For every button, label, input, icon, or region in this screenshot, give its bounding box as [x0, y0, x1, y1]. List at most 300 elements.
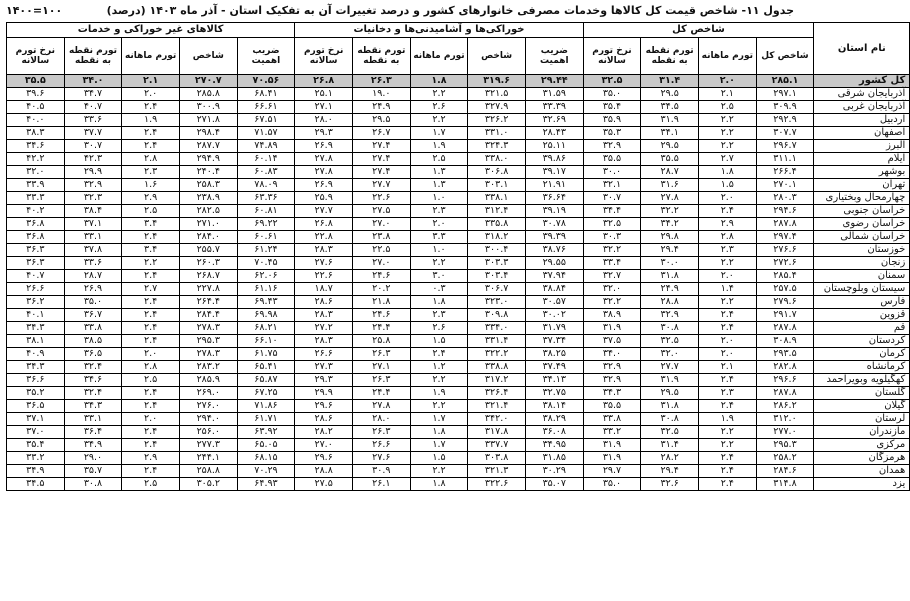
value-cell: ۶۱.۲۴	[237, 244, 295, 257]
table-row	[7, 179, 910, 192]
value-cell: ۲۷.۸	[295, 153, 353, 166]
value-cell: ۳۶.۵	[7, 400, 65, 413]
value-cell: ۳۱.۹	[583, 322, 641, 335]
group-header-row	[7, 23, 910, 38]
value-cell: ۱.۷	[410, 413, 468, 426]
value-cell: ۳۲.۴	[64, 361, 122, 374]
value-cell: ۳۵.۵	[583, 400, 641, 413]
value-cell: ۶۸.۲۱	[237, 322, 295, 335]
col-header-food-monthly: تورم ماهانه	[410, 38, 468, 75]
value-cell: ۴۲.۳	[64, 153, 122, 166]
value-cell: ۳۲.۵	[641, 335, 699, 348]
value-cell: ۳۲۷.۹	[468, 101, 526, 114]
table-row	[7, 322, 910, 335]
value-cell: ۳۲.۰	[583, 283, 641, 296]
value-cell: ۳۱۸.۲	[468, 231, 526, 244]
value-cell: ۲۷۷.۳	[179, 439, 237, 452]
value-cell: ۲۵۶.۰	[179, 426, 237, 439]
value-cell: ۲.۵	[122, 205, 180, 218]
value-cell: ۲۸۲.۵	[179, 205, 237, 218]
province-name-cell: یزد	[814, 478, 910, 491]
value-cell: ۳۰۹.۹	[756, 101, 814, 114]
value-cell: ۳۸.۲۹	[525, 413, 583, 426]
value-cell: ۲۷.۷	[353, 179, 411, 192]
province-name-cell: خوزستان	[814, 244, 910, 257]
value-cell: ۲۸۷.۸	[756, 387, 814, 400]
value-cell: ۲۷.۴	[353, 153, 411, 166]
value-cell: ۲.۲	[698, 439, 756, 452]
value-cell: ۲۹۴.۶	[756, 205, 814, 218]
value-cell: ۲.۹	[698, 218, 756, 231]
value-cell: ۳۰۰.۴	[468, 244, 526, 257]
col-header-nonfood-monthly: تورم ماهانه	[122, 38, 180, 75]
value-cell: ۳۲.۵	[583, 75, 641, 88]
value-cell: ۳۹.۱۹	[525, 205, 583, 218]
value-cell: ۳۰۵.۲	[179, 478, 237, 491]
value-cell: ۲۶۸.۷	[179, 270, 237, 283]
value-cell: ۳۱.۹	[583, 439, 641, 452]
value-cell: ۳۲.۹	[583, 361, 641, 374]
province-name-cell: خراسان شمالی	[814, 231, 910, 244]
value-cell: ۳۸.۵	[64, 335, 122, 348]
province-name-cell: اردبیل	[814, 114, 910, 127]
value-cell: ۲.۴	[410, 348, 468, 361]
table-row	[7, 426, 910, 439]
value-cell: ۳۸.۹	[583, 309, 641, 322]
value-cell: ۶۸.۱۵	[237, 452, 295, 465]
value-cell: ۳.۰	[410, 270, 468, 283]
value-cell: ۳۴.۹	[64, 439, 122, 452]
value-cell: ۳۴.۳	[7, 322, 65, 335]
value-cell: ۶۱.۱۶	[237, 283, 295, 296]
value-cell: ۲.۰	[698, 348, 756, 361]
value-cell: ۲۹.۶	[295, 400, 353, 413]
value-cell: ۳۸.۱۴	[525, 400, 583, 413]
value-cell: ۲.۴	[122, 231, 180, 244]
value-cell: ۱.۸	[410, 296, 468, 309]
value-cell: ۲.۴	[698, 374, 756, 387]
value-cell: ۲.۳	[410, 309, 468, 322]
value-cell: ۳۰۸.۹	[756, 335, 814, 348]
value-cell: ۲۷.۴	[353, 140, 411, 153]
value-cell: ۱۹.۰	[353, 88, 411, 101]
value-cell: ۳۴.۳	[64, 400, 122, 413]
value-cell: ۲۴.۶	[353, 309, 411, 322]
table-row	[7, 166, 910, 179]
value-cell: ۳۱.۶	[641, 179, 699, 192]
value-cell: ۱۸.۷	[295, 283, 353, 296]
value-cell: ۳۳.۳۹	[525, 101, 583, 114]
value-cell: ۲۰.۲	[353, 283, 411, 296]
value-cell: ۲۵۷.۵	[756, 283, 814, 296]
value-cell: ۷۰.۲۹	[237, 465, 295, 478]
value-cell: ۲.۸	[122, 361, 180, 374]
value-cell: ۳۱.۹	[583, 452, 641, 465]
value-cell: ۲.۲	[122, 257, 180, 270]
value-cell: ۳۵.۴	[7, 439, 65, 452]
value-cell: ۶۸.۴۱	[237, 88, 295, 101]
value-cell: ۲.۲	[698, 296, 756, 309]
value-cell: ۴۰.۷	[7, 270, 65, 283]
value-cell: ۲۶.۷	[353, 127, 411, 140]
value-cell: ۳۵.۵	[7, 75, 65, 88]
value-cell: ۳۰۶.۷	[468, 283, 526, 296]
value-cell: ۳۴.۵	[641, 101, 699, 114]
table-row	[7, 101, 910, 114]
value-cell: ۲۷.۰	[295, 439, 353, 452]
value-cell: ۲.۴	[698, 322, 756, 335]
province-column-header: نام استان	[814, 23, 910, 75]
table-row	[7, 244, 910, 257]
value-cell: ۲.۳	[698, 387, 756, 400]
province-name-cell: کل کشور	[814, 75, 910, 88]
value-cell: ۲۷.۰	[353, 218, 411, 231]
value-cell: ۲۷۷.۰	[756, 426, 814, 439]
value-cell: ۲۲.۶	[353, 192, 411, 205]
value-cell: ۲۷۶.۶	[756, 244, 814, 257]
value-cell: ۲۹۷.۱	[756, 88, 814, 101]
value-cell: ۶۲.۰۶	[237, 270, 295, 283]
value-cell: ۲۴.۹	[353, 101, 411, 114]
value-cell: ۲۷.۵	[295, 478, 353, 491]
value-cell: ۱.۵	[410, 452, 468, 465]
value-cell: ۲۹۴.۹	[179, 153, 237, 166]
value-cell: ۳۳.۱	[64, 413, 122, 426]
value-cell: ۲۹.۵	[641, 140, 699, 153]
table-row	[7, 400, 910, 413]
table-row	[7, 270, 910, 283]
value-cell: ۳۴.۹	[7, 465, 65, 478]
table-row	[7, 218, 910, 231]
value-cell: ۱.۰	[410, 244, 468, 257]
value-cell: ۲۹۸.۴	[179, 127, 237, 140]
value-cell: ۲۷.۱	[295, 101, 353, 114]
value-cell: ۳۷.۳۴	[525, 335, 583, 348]
value-cell: ۳۵.۵	[641, 153, 699, 166]
value-cell: ۲۹۵.۳	[179, 335, 237, 348]
table-row	[7, 296, 910, 309]
value-cell: ۲.۰	[698, 270, 756, 283]
value-cell: ۲۶.۳	[353, 374, 411, 387]
value-cell: ۲۷.۶	[295, 257, 353, 270]
value-cell: ۴۰.۹	[7, 348, 65, 361]
table-row	[7, 452, 910, 465]
value-cell: ۶۵.۸۷	[237, 374, 295, 387]
value-cell: ۱.۹	[122, 114, 180, 127]
value-cell: ۶۷.۵۱	[237, 114, 295, 127]
value-cell: ۲۷۹.۶	[756, 296, 814, 309]
value-cell: ۳۵.۰	[64, 296, 122, 309]
value-cell: ۳۰۳.۱	[468, 179, 526, 192]
value-cell: ۳۴.۳	[7, 361, 65, 374]
value-cell: ۱.۷	[410, 439, 468, 452]
value-cell: ۱.۹	[698, 413, 756, 426]
value-cell: ۳۳.۲	[583, 426, 641, 439]
value-cell: ۲۵۸.۲	[756, 452, 814, 465]
value-cell: ۳۳.۴	[583, 257, 641, 270]
province-name-cell: کهگیلویه وبویراحمد	[814, 374, 910, 387]
value-cell: ۲۹۷.۴	[756, 231, 814, 244]
value-cell: ۲۲.۵	[353, 244, 411, 257]
value-cell: ۲۸.۰	[295, 114, 353, 127]
value-cell: ۳۳.۶	[64, 114, 122, 127]
province-name-cell: قم	[814, 322, 910, 335]
value-cell: ۲۷۲.۶	[756, 257, 814, 270]
value-cell: ۳۴.۹۵	[525, 439, 583, 452]
value-cell: ۳۴.۱۳	[525, 374, 583, 387]
value-cell: ۳۲.۲	[641, 205, 699, 218]
value-cell: ۲.۷	[122, 283, 180, 296]
value-cell: ۳۱.۸	[641, 270, 699, 283]
value-cell: ۳۲.۷	[583, 270, 641, 283]
value-cell: ۳۵.۰	[583, 88, 641, 101]
table-row	[7, 335, 910, 348]
value-cell: ۲۶.۸	[295, 218, 353, 231]
value-cell: ۳۰۷.۷	[756, 127, 814, 140]
value-cell: ۲۷.۸	[353, 400, 411, 413]
value-cell: ۳۲.۶	[641, 478, 699, 491]
value-cell: ۳۵.۰	[583, 478, 641, 491]
value-cell: ۳۰.۸	[64, 478, 122, 491]
value-cell: ۳۰.۷۸	[525, 218, 583, 231]
value-cell: ۲۸۵.۱	[756, 75, 814, 88]
value-cell: ۳۲.۵	[583, 218, 641, 231]
value-cell: ۳۸.۱	[7, 335, 65, 348]
value-cell: ۲.۲	[698, 127, 756, 140]
value-cell: ۴۰.۱	[7, 309, 65, 322]
value-cell: ۳۲.۷۵	[525, 387, 583, 400]
value-cell: ۳۴.۰	[583, 348, 641, 361]
value-cell: ۳۳.۶	[64, 257, 122, 270]
value-cell: ۳۳۷.۷	[468, 439, 526, 452]
value-cell: ۲۸.۶	[295, 296, 353, 309]
col-header-food-weight: ضریب اهمیت	[525, 38, 583, 75]
value-cell: ۱.۶	[122, 179, 180, 192]
value-cell: ۳۲.۱	[583, 179, 641, 192]
value-cell: ۳۲۳.۰	[468, 296, 526, 309]
value-cell: ۳۲۲.۶	[468, 478, 526, 491]
value-cell: ۲۹.۵	[353, 114, 411, 127]
value-cell: ۳۶.۳	[7, 244, 65, 257]
value-cell: ۳۳.۸	[583, 413, 641, 426]
value-cell: ۳۱۱.۱	[756, 153, 814, 166]
value-cell: ۴۰.۷	[64, 101, 122, 114]
value-cell: ۳۳۸.۱	[468, 192, 526, 205]
column-header-row	[7, 38, 910, 75]
province-name-cell: فارس	[814, 296, 910, 309]
value-cell: ۲.۴	[698, 309, 756, 322]
value-cell: ۲۹۳.۵	[756, 348, 814, 361]
table-row	[7, 309, 910, 322]
table-row	[7, 374, 910, 387]
value-cell: ۳۲.۹	[583, 374, 641, 387]
col-header-total-p2p: تورم نقطه به نقطه	[641, 38, 699, 75]
value-cell: ۳۲۶.۲	[468, 114, 526, 127]
table-row	[7, 114, 910, 127]
value-cell: ۲۶۴.۴	[179, 296, 237, 309]
province-name-cell: هرمزگان	[814, 452, 910, 465]
value-cell: ۲۸۵.۸	[179, 88, 237, 101]
value-cell: ۲۸.۳	[295, 244, 353, 257]
value-cell: ۳۲.۳	[64, 192, 122, 205]
value-cell: ۲۵.۱	[295, 88, 353, 101]
value-cell: ۲.۲	[698, 140, 756, 153]
value-cell: ۳۶.۰۸	[525, 426, 583, 439]
province-name-cell: مازندران	[814, 426, 910, 439]
value-cell: ۲۹.۴۴	[525, 75, 583, 88]
table-row	[7, 153, 910, 166]
value-cell: ۳۷.۹۴	[525, 270, 583, 283]
value-cell: ۲۷۶.۰	[179, 400, 237, 413]
value-cell: ۳۵.۴	[583, 101, 641, 114]
value-cell: ۳۴.۴	[583, 205, 641, 218]
col-header-total-annual: نرخ تورم سالانه	[583, 38, 641, 75]
value-cell: ۳۵.۳	[583, 127, 641, 140]
value-cell: ۲۸.۳	[295, 335, 353, 348]
province-name-cell: گلستان	[814, 387, 910, 400]
value-cell: ۳۱.۸۵	[525, 452, 583, 465]
value-cell: ۲۸.۷	[64, 270, 122, 283]
value-cell: ۲.۲	[698, 257, 756, 270]
value-cell: ۱.۲	[410, 361, 468, 374]
value-cell: ۲۳.۸	[353, 231, 411, 244]
value-cell: ۲.۱	[698, 361, 756, 374]
value-cell: ۲۸۴.۶	[756, 465, 814, 478]
value-cell: ۳۵.۰۷	[525, 478, 583, 491]
value-cell: ۲۲.۶	[295, 270, 353, 283]
value-cell: ۳۲.۹	[641, 309, 699, 322]
value-cell: ۳.۴	[122, 218, 180, 231]
province-name-cell: اصفهان	[814, 127, 910, 140]
value-cell: ۳۲.۵	[641, 426, 699, 439]
value-cell: ۳۳.۱	[64, 231, 122, 244]
value-cell: ۳۰.۰	[583, 166, 641, 179]
value-cell: ۳۲۴.۳	[468, 140, 526, 153]
value-cell: ۲۸۴.۰	[179, 231, 237, 244]
value-cell: ۳۷.۱	[64, 218, 122, 231]
value-cell: ۳۳۱.۰	[468, 127, 526, 140]
province-name-cell: گیلان	[814, 400, 910, 413]
value-cell: ۳۶.۴	[64, 426, 122, 439]
value-cell: ۲.۹	[122, 192, 180, 205]
value-cell: ۱.۸	[410, 478, 468, 491]
value-cell: ۲.۵	[122, 374, 180, 387]
value-cell: ۳۰۶.۸	[468, 166, 526, 179]
value-cell: ۲۴.۶	[353, 270, 411, 283]
value-cell: ۱.۵	[410, 335, 468, 348]
value-cell: ۲.۴	[122, 400, 180, 413]
value-cell: ۳۱۷.۸	[468, 426, 526, 439]
value-cell: ۲۷.۸	[295, 166, 353, 179]
value-cell: ۳۰۳.۴	[468, 270, 526, 283]
value-cell: ۲۵.۸	[353, 335, 411, 348]
value-cell: ۳۶.۲	[7, 296, 65, 309]
value-cell: ۶۶.۶۱	[237, 101, 295, 114]
value-cell: ۳۲۱.۳	[468, 465, 526, 478]
value-cell: ۲.۳	[122, 166, 180, 179]
value-cell: ۶۰.۸۱	[237, 205, 295, 218]
value-cell: ۲۹.۵۵	[525, 257, 583, 270]
value-cell: ۳۰.۹	[353, 465, 411, 478]
value-cell: ۳۴۲.۰	[468, 413, 526, 426]
value-cell: ۲.۰	[698, 75, 756, 88]
value-cell: ۶۷.۲۵	[237, 387, 295, 400]
value-cell: ۲.۰	[122, 348, 180, 361]
value-cell: ۲۹۲.۹	[756, 114, 814, 127]
value-cell: ۳۰.۷	[583, 192, 641, 205]
value-cell: ۱.۸	[410, 75, 468, 88]
value-cell: ۲۹.۴	[641, 244, 699, 257]
value-cell: ۳۲.۹	[583, 140, 641, 153]
value-cell: ۶۱.۷۱	[237, 413, 295, 426]
value-cell: ۲۷۰.۷	[179, 75, 237, 88]
value-cell: ۳۱۲.۴	[468, 205, 526, 218]
province-name-cell: کرمانشاه	[814, 361, 910, 374]
value-cell: ۲.۲	[698, 114, 756, 127]
value-cell: ۲.۵	[698, 101, 756, 114]
value-cell: ۲۷۱.۰	[179, 218, 237, 231]
province-name-cell: خراسان جنوبی	[814, 205, 910, 218]
value-cell: ۳۰۳.۳	[468, 257, 526, 270]
value-cell: ۲.۶	[410, 101, 468, 114]
value-cell: ۲۹.۹	[295, 387, 353, 400]
value-cell: ۶۵.۴۱	[237, 361, 295, 374]
value-cell: ۳۰.۷	[64, 140, 122, 153]
value-cell: ۳۲۲.۲	[468, 348, 526, 361]
value-cell: ۲۷.۸	[641, 192, 699, 205]
value-cell: ۳۴.۶	[7, 140, 65, 153]
value-cell: ۳۲.۴	[64, 387, 122, 400]
value-cell: ۲۶.۶	[353, 439, 411, 452]
value-cell: ۲۶.۸	[295, 75, 353, 88]
province-name-cell: سمنان	[814, 270, 910, 283]
value-cell: ۲.۴	[698, 452, 756, 465]
province-name-cell: البرز	[814, 140, 910, 153]
table-row	[7, 127, 910, 140]
value-cell: ۶۵.۰۵	[237, 439, 295, 452]
value-cell: ۲۹.۷	[583, 465, 641, 478]
value-cell: ۳۴.۲	[641, 218, 699, 231]
value-cell: ۳۲.۹	[64, 179, 122, 192]
value-cell: ۲.۵	[122, 478, 180, 491]
value-cell: ۲۷.۷	[295, 205, 353, 218]
value-cell: ۲۷.۷	[641, 361, 699, 374]
value-cell: ۶۳.۹۲	[237, 426, 295, 439]
value-cell: ۳۹.۶	[7, 88, 65, 101]
table-row	[7, 361, 910, 374]
value-cell: ۳۷.۸	[64, 244, 122, 257]
value-cell: ۲۷.۱	[353, 361, 411, 374]
value-cell: ۲.۴	[698, 400, 756, 413]
table-row	[7, 192, 910, 205]
value-cell: ۲۸.۳	[295, 309, 353, 322]
table-row	[7, 283, 910, 296]
value-cell: ۲۸۷.۸	[756, 322, 814, 335]
value-cell: ۳۸.۴	[64, 205, 122, 218]
value-cell: ۲.۹	[122, 452, 180, 465]
value-cell: ۳۵.۹	[583, 114, 641, 127]
value-cell: ۲۶.۳	[353, 75, 411, 88]
value-cell: ۲.۲	[410, 88, 468, 101]
col-header-total-index: شاخص کل	[756, 38, 814, 75]
value-cell: ۳۲.۶۹	[525, 114, 583, 127]
table-row	[7, 348, 910, 361]
value-cell: ۱.۵	[698, 179, 756, 192]
value-cell: ۲۷.۳	[295, 361, 353, 374]
value-cell: ۷۰.۴۵	[237, 257, 295, 270]
value-cell: ۳۶.۳	[7, 257, 65, 270]
value-cell: ۶۹.۹۸	[237, 309, 295, 322]
